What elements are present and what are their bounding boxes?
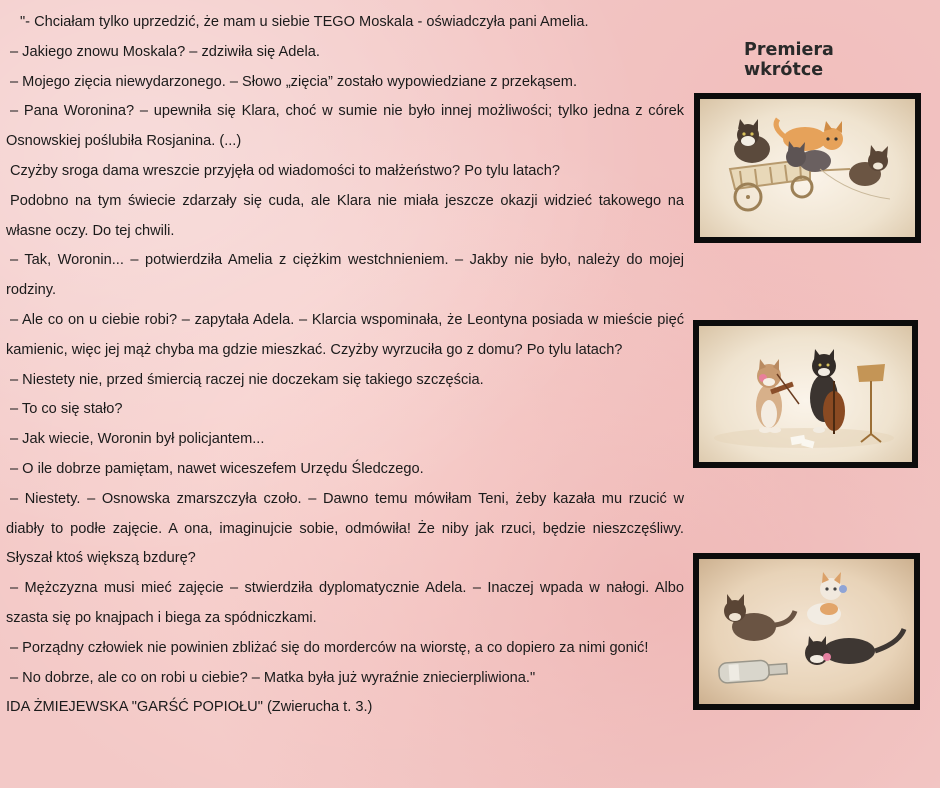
paragraph-1: "- Chciałam tylko uprzedzić, że mam u siebie TEGO Moskala - oświadczyła pani Amelia. (20, 14, 589, 30)
paragraph-5: Czyżby sroga dama wreszcie przyjęła od wiadomości to małżeństwo? Po tylu latach? (10, 162, 560, 179)
paragraph-14: – Mężczyzna musi mieć zajęcie – stwierdziła dyplomatycznie Adela. – Inaczej wpada w nałogi. Albo szasta się po knajpach i biega za spódniczkami. (6, 580, 684, 626)
paragraph-8: – Ale co on u ciebie robi? – zapytała Adela. – Klarcia wspominała, że Leontyna posiada w mieście pięć kamienic, więc jej mąż chyba ma gdzie mieszkać. Czyżby wyrzuciła go z domu? Po tylu latach? (6, 311, 684, 358)
kittens-bottle-illustration (699, 559, 914, 704)
attribution: IDA ŻMIEJEWSKA "GARŚĆ POPIOŁU" (Zwierucha t. 3.) (6, 699, 373, 716)
paragraph-3: – Mojego zięcia niewydarzonego. – Słowo „zięcia” zostało wypowiedziane z przekąsem. (10, 73, 578, 90)
paragraph-12: – O ile dobrze pamiętam, nawet wiceszefem Urzędu Śledczego. (10, 460, 424, 477)
kittens-playing-violin-and-cello-picture (693, 320, 918, 468)
paragraph-16: – No dobrze, ale co on robi u ciebie? – Matka była już wyraźnie zniecierpliwiona." (10, 669, 536, 686)
paragraph-10: – To co się stało? (10, 401, 123, 418)
kittens-cart-illustration (700, 99, 915, 237)
paragraph-2: – Jakiego znowu Moskala? – zdziwiła się Adela. (10, 43, 320, 60)
paragraph-7: – Tak, Woronin... – potwierdziła Amelia z ciężkim westchnieniem. – Jakby nie było, należy do mojej rodziny. (6, 252, 684, 299)
kittens-music-illustration (699, 326, 912, 462)
premiere-heading: Premiera wkrótce (744, 40, 834, 80)
paragraph-4: – Pana Woronina? – upewniła się Klara, choć w sumie nie było innej możliwości; tylko jedna z córek Osnowskiej poślubiła Rosjanina. (...) (6, 103, 684, 150)
paragraph-15: – Porządny człowiek nie powinien zbliżać się do morderców na wiorstę, a co dopiero za nimi gonić! (10, 639, 649, 656)
paragraph-9: – Niestety nie, przed śmiercią raczej nie doczekam się takiego szczęścia. (10, 371, 484, 388)
excerpt-text (6, 8, 684, 723)
paragraph-13: – Niestety. – Osnowska zmarszczyła czoło. – Dawno temu mówiłam Teni, żeby kazała mu rzucić w diabły to podłe zajęcie. A ona, imaginujcie sobie, odmówiła! Że niby jak rzuci, będzie nieszczęśliwy. Słyszał ktoś większą bzdurę? (6, 490, 684, 567)
paragraph-11: – Jak wiecie, Woronin był policjantem... (10, 431, 265, 448)
kittens-with-bottle-picture (693, 553, 920, 710)
kittens-with-cart-picture (694, 93, 921, 243)
paragraph-6: Podobno na tym świecie zdarzały się cuda, ale Klara nie miała jeszcze okazji widzieć takowego na własne oczy. Do tej chwili. (6, 192, 684, 239)
